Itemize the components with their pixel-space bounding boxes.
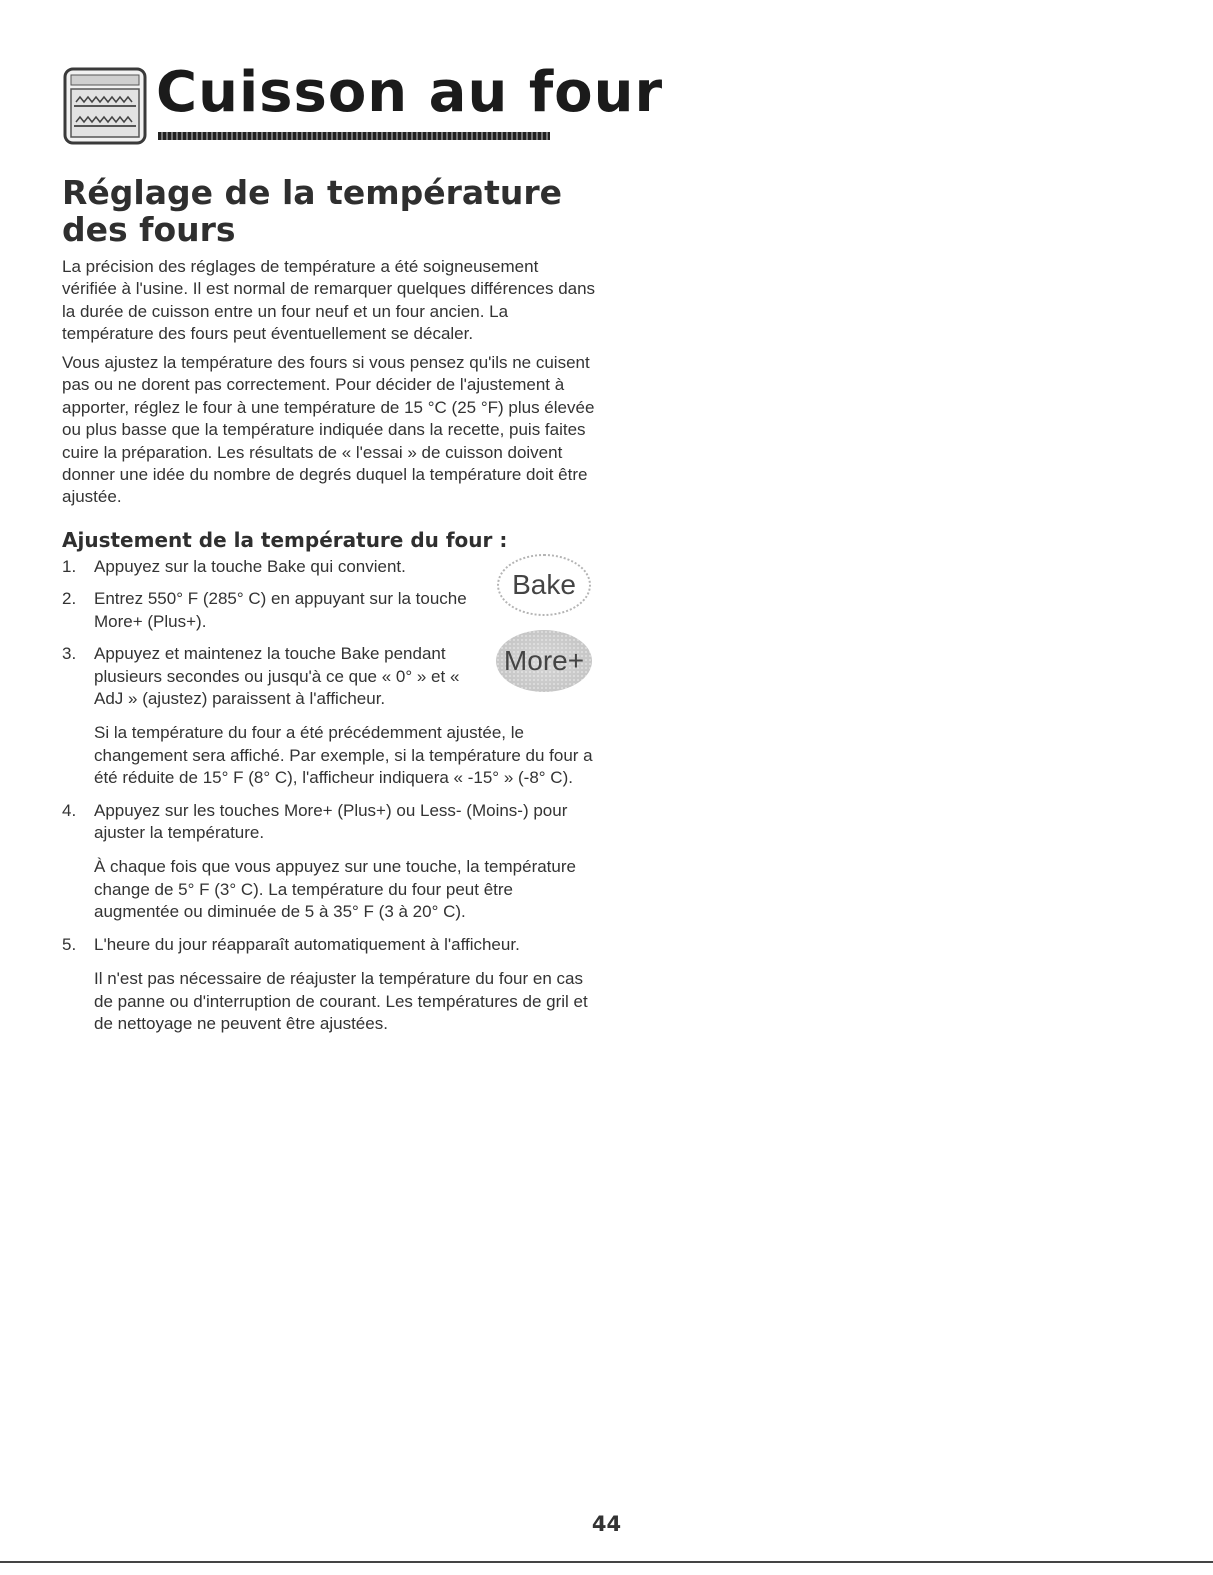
- step-text: Appuyez sur les touches More+ (Plus+) ou Less- (Moins-) pour ajuster la température.: [94, 800, 568, 843]
- page-header: [62, 60, 664, 152]
- step-text: Entrez 550° F (285° C) en appuyant sur la touche More+ (Plus+).: [94, 589, 467, 631]
- step-4: [62, 800, 602, 924]
- page-number: 44: [591, 1512, 622, 1536]
- footer-rule: [0, 1561, 1213, 1563]
- bake-button-illustration: Bake: [497, 554, 591, 616]
- page-header-title: Cuisson au four: [156, 60, 664, 125]
- step-text: Appuyez et maintenez la touche Bake pendant plusieurs secondes ou jusqu'à ce que « 0° » et « AdJ » (ajustez) paraissent à l'afficheur.: [94, 644, 460, 709]
- step-text: L'heure du jour réapparaît automatiquement à l'afficheur.: [94, 934, 520, 954]
- step-5: [62, 934, 602, 1036]
- more-button-illustration: More+: [496, 630, 592, 692]
- step-note: Il n'est pas nécessaire de réajuster la température du four en cas de panne ou d'interruption de courant. Les températures de gril et de nettoyage ne peuvent être ajustées.: [94, 969, 588, 1033]
- step-note: À chaque fois que vous appuyez sur une touche, la température change de 5° F (3° C). La température du four peut être augmentée ou diminuée de 5 à 35° F (3 à 20° C).: [94, 857, 576, 922]
- steps-list: [62, 556, 602, 1045]
- intro-paragraph: La précision des réglages de température a été soigneusement vérifiée à l'usine. Il est normal de remarquer quelques différences dans la durée de cuisson entre un four neuf et un four ancien. La température des fours peut éventuellement se décaler.: [62, 257, 596, 344]
- section-title: Réglage de la température des fours: [62, 173, 563, 249]
- step-number: 1.: [62, 557, 77, 576]
- step-text: Appuyez sur la touche Bake qui convient.: [94, 557, 406, 576]
- step-number: 3.: [62, 644, 77, 664]
- step-note: Si la température du four a été précédemment ajustée, le changement sera affiché. Par exemple, si la température du four a été réduite de 15° F (8° C), l'afficheur indiquera « -15° » (-8° C).: [94, 723, 593, 788]
- header-divider: [158, 132, 550, 140]
- step-number: 4.: [62, 800, 77, 820]
- oven-icon: [62, 66, 148, 148]
- step-number: 5.: [62, 934, 77, 954]
- adjustment-subtitle: Ajustement de la température du four :: [62, 528, 508, 552]
- step-number: 2.: [62, 589, 77, 609]
- adjustment-paragraph: Vous ajustez la température des fours si vous pensez qu'ils ne cuisent pas ou ne dorent pas correctement. Pour décider de l'ajustement à apporter, réglez le four à une température de 15 °C (25 °F) plus élevée ou plus basse que la température indiquée dans la recette, puis faites cuire la préparation. Les résultats de « l'essai » de cuisson doivent donner une idée du nombre de degrés duquel la température doit être ajustée.: [62, 353, 595, 507]
